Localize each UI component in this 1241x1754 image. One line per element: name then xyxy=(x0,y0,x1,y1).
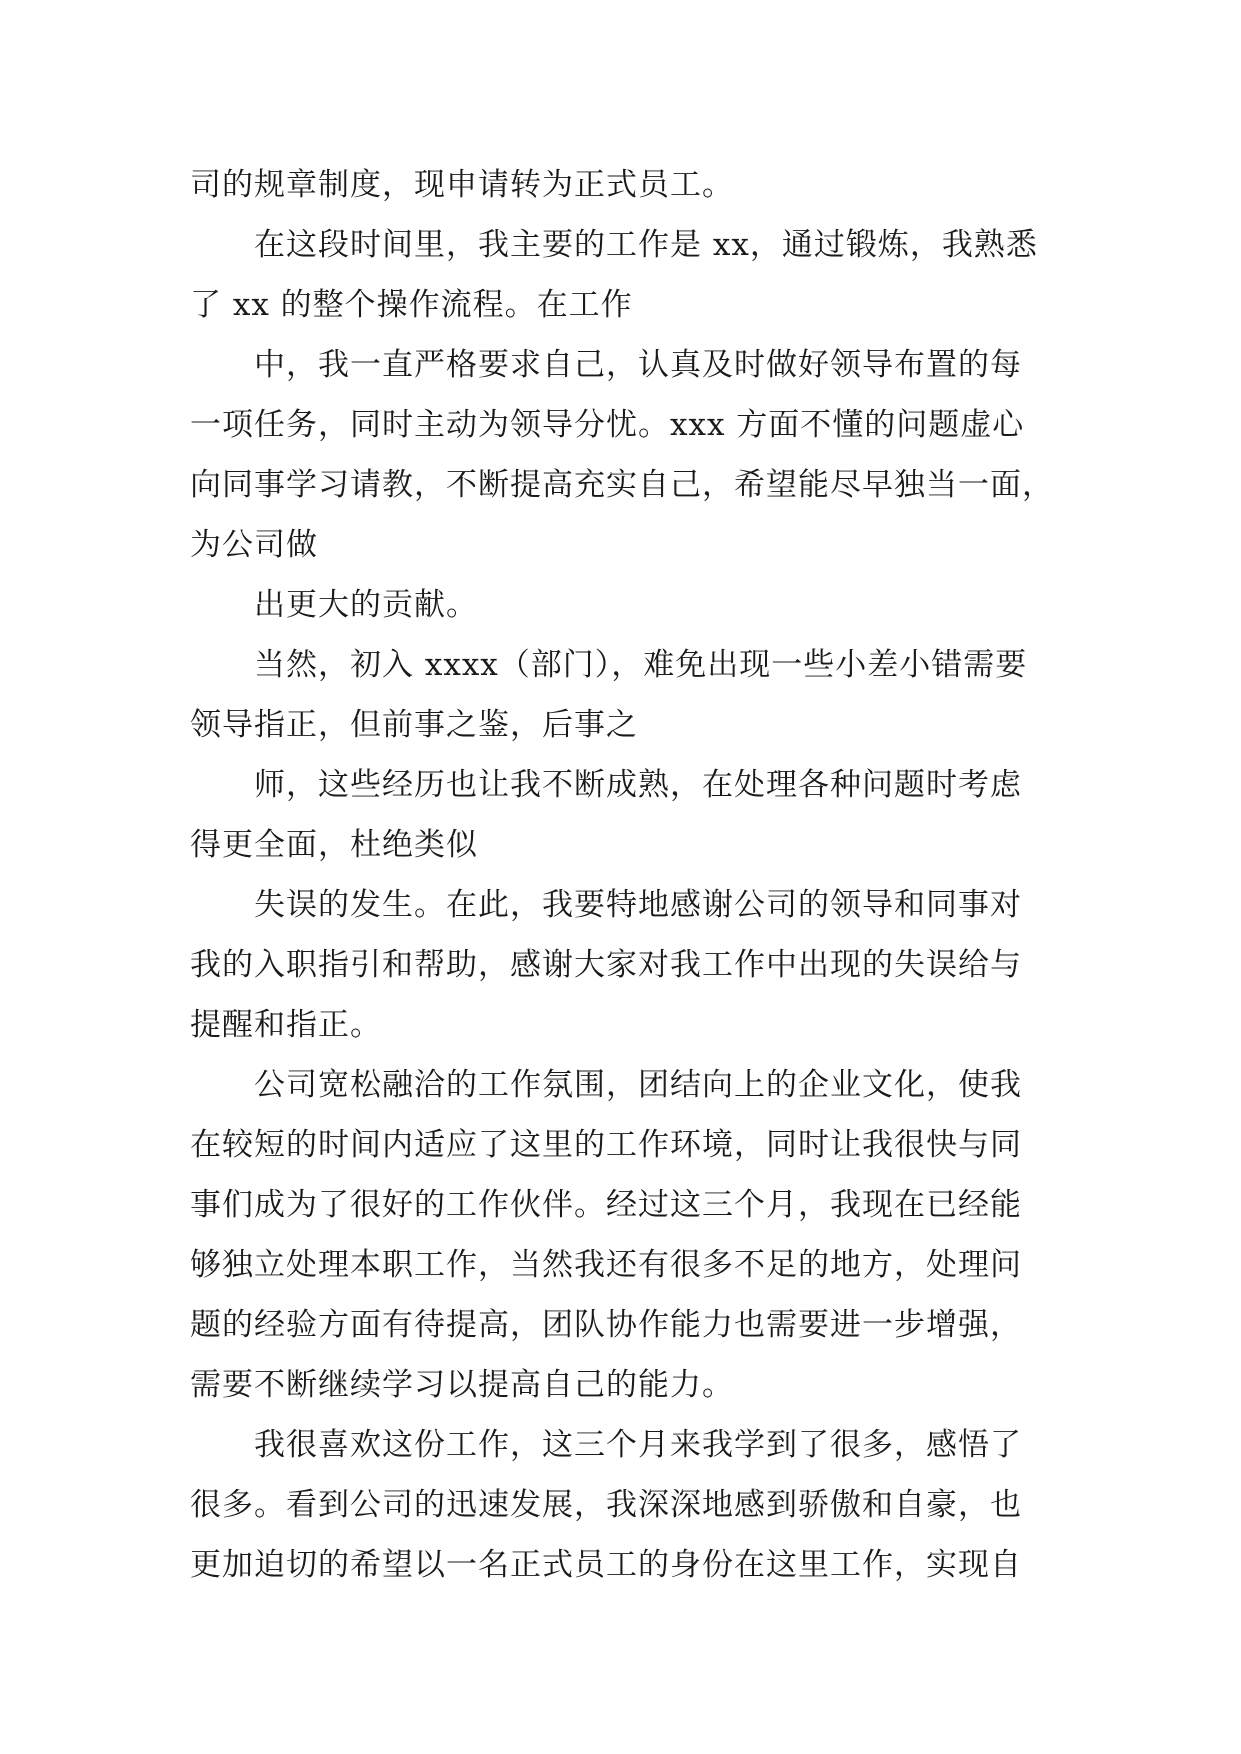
text-line: 我很喜欢这份工作，这三个月来我学到了很多，感悟了 xyxy=(254,1427,1022,1463)
text-line: 更加迫切的希望以一名正式员工的身份在这里工作，实现自 xyxy=(190,1547,1022,1583)
text-line: 公司宽松融洽的工作氛围，团结向上的企业文化，使我 xyxy=(254,1067,1022,1103)
text-line: 为公司做 xyxy=(190,527,318,563)
paragraph-9 xyxy=(190,1415,1050,1595)
paragraph-4 xyxy=(190,575,1050,635)
paragraph-3 xyxy=(190,335,1054,575)
text-line: 我的入职指引和帮助，感谢大家对我工作中出现的失误给与 xyxy=(190,947,1022,983)
text-line: 当然，初入 xxxx（部门），难免出现一些小差小错需要 xyxy=(254,647,1028,683)
paragraph-6 xyxy=(190,755,1050,875)
text-line: 提醒和指正。 xyxy=(190,1007,382,1043)
text-line: 了 xx 的整个操作流程。在工作 xyxy=(190,287,633,323)
paragraph-1 xyxy=(190,155,1050,215)
text-line: 事们成为了很好的工作伙伴。经过这三个月，我现在已经能 xyxy=(190,1187,1022,1223)
paragraph-5 xyxy=(190,635,1050,755)
document-body xyxy=(190,155,1054,1595)
text-line: 司的规章制度，现申请转为正式员工。 xyxy=(190,167,734,203)
text-line: 在较短的时间内适应了这里的工作环境，同时让我很快与同 xyxy=(190,1127,1022,1163)
paragraph-2 xyxy=(190,215,1050,335)
text-line: 失误的发生。在此，我要特地感谢公司的领导和同事对 xyxy=(254,887,1022,923)
text-line: 够独立处理本职工作，当然我还有很多不足的地方，处理问 xyxy=(190,1247,1022,1283)
text-line: 一项任务，同时主动为领导分忧。xxx 方面不懂的问题虚心 xyxy=(190,407,1025,443)
text-line: 师，这些经历也让我不断成熟，在处理各种问题时考虑 xyxy=(254,767,1022,803)
text-line: 出更大的贡献。 xyxy=(254,587,478,623)
text-line: 向同事学习请教，不断提高充实自己，希望能尽早独当一面， xyxy=(190,467,1054,503)
paragraph-8 xyxy=(190,1055,1050,1415)
text-line: 得更全面，杜绝类似 xyxy=(190,827,478,863)
text-line: 领导指正，但前事之鉴，后事之 xyxy=(190,707,638,743)
text-line: 在这段时间里，我主要的工作是 xx，通过锻炼，我熟悉 xyxy=(254,227,1038,263)
text-line: 需要不断继续学习以提高自己的能力。 xyxy=(190,1367,734,1403)
text-line: 中，我一直严格要求自己，认真及时做好领导布置的每 xyxy=(254,347,1022,383)
text-line: 题的经验方面有待提高，团队协作能力也需要进一步增强， xyxy=(190,1307,1022,1343)
text-line: 很多。看到公司的迅速发展，我深深地感到骄傲和自豪，也 xyxy=(190,1487,1022,1523)
paragraph-7 xyxy=(190,875,1050,1055)
